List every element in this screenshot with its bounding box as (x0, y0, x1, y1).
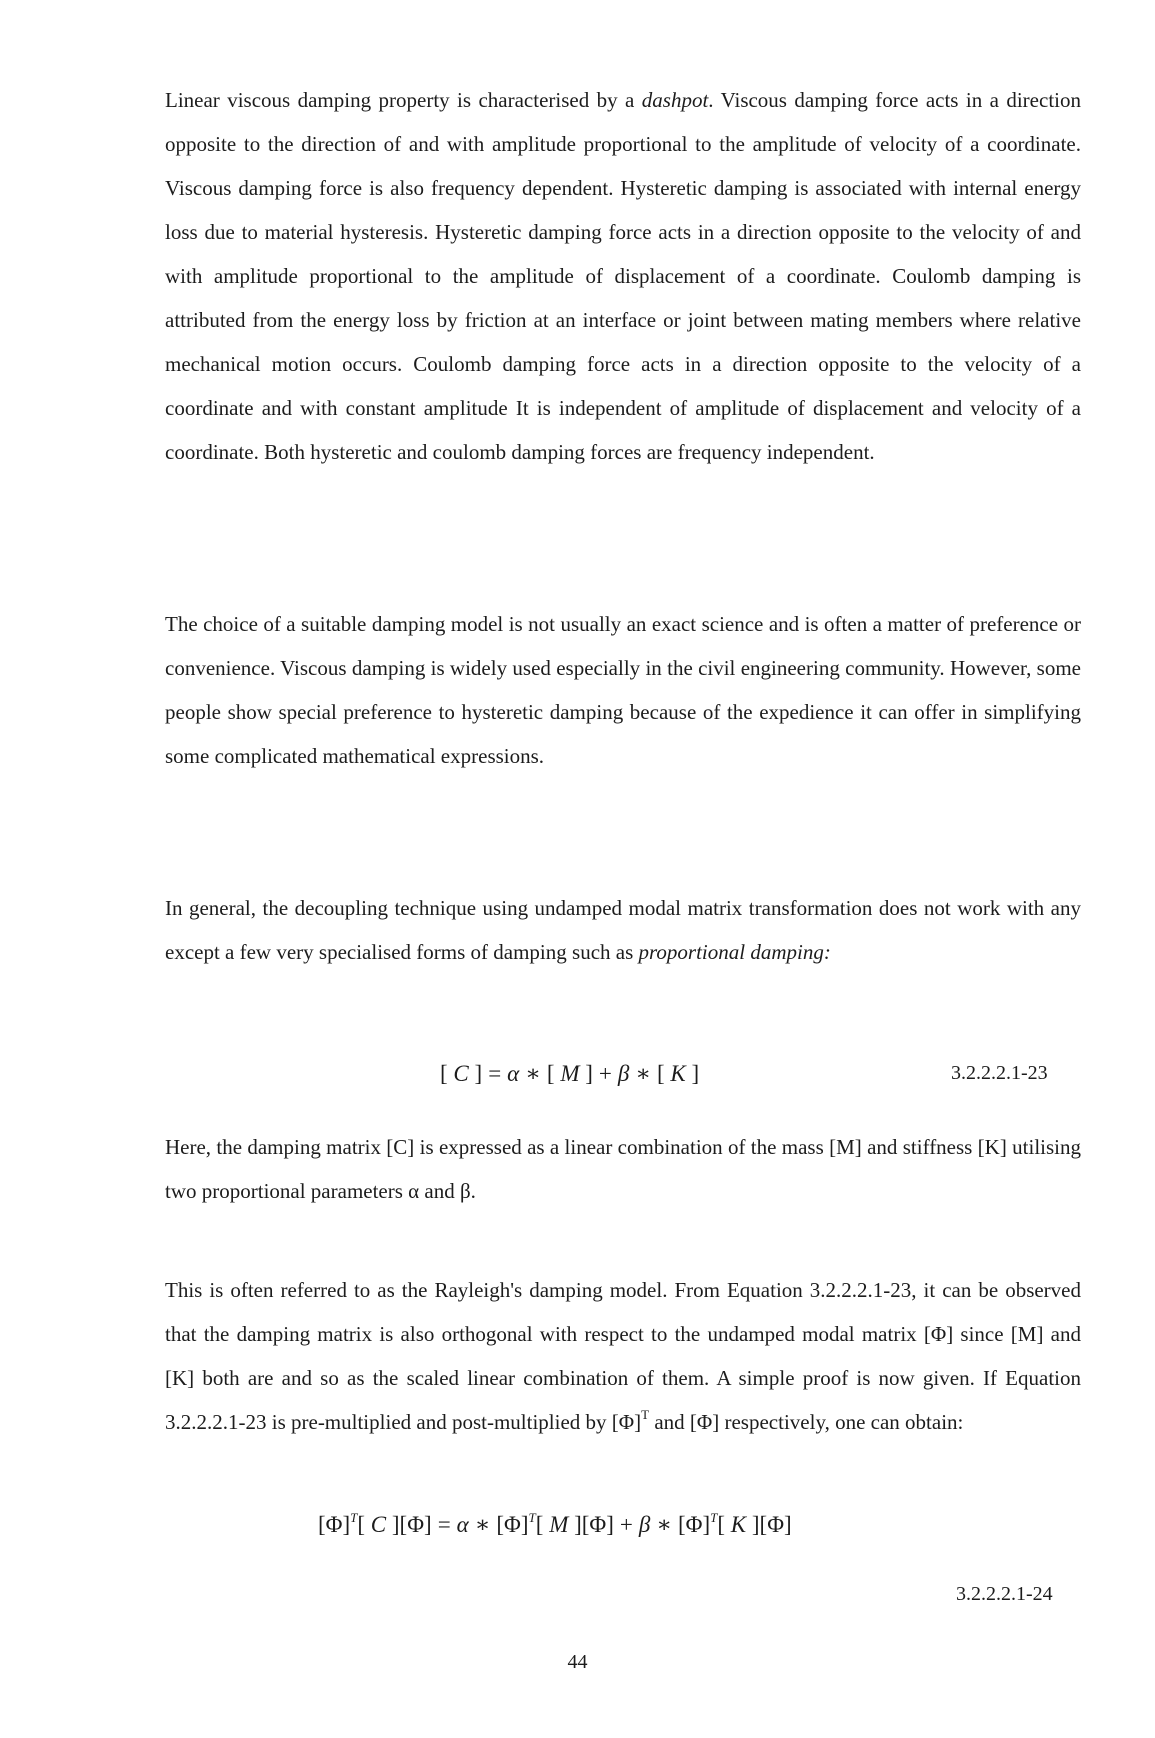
paragraph-damping-types: Linear viscous damping property is characterised by a dashpot. Viscous damping force acts in a direction opposite to the direction of and with amplitude proportional to the amplitude of velocity of a coordinate. Viscous damping force is also frequency dependent. Hysteretic damping is associated with internal energy loss due to material hysteresis. Hysteretic damping force acts in a direction opposite to the velocity of and with amplitude proportional to the amplitude of displacement of a coordinate. Coulomb damping is attributed from the energy loss by friction at an interface or joint between mating members where relative mechanical motion occurs. Coulomb damping force acts in a direction opposite to the velocity of a coordinate and with constant amplitude It is independent of amplitude of displacement and velocity of a coordinate. Both hysteretic and coulomb damping forces are frequency independent. (165, 88, 1081, 464)
paragraph-rayleigh-damping: This is often referred to as the Rayleigh's damping model. From Equation 3.2.2.2.1-23, it can be observed that the damping matrix is also orthogonal with respect to the undamped modal matrix [Φ] since [M] and [K] both are and so as the scaled linear combination of them. A simple proof is now given. If Equation 3.2.2.2.1-23 is pre-multiplied and post-multiplied by $[\Phi]^T$ and [Φ] respectively, one can obtain: (165, 1278, 1081, 1434)
equation-number: 3.2.2.2.1-23 (951, 1062, 1048, 1084)
equation-modal-transformation: $[\Phi]^T$[ C ][Φ] = α ∗ $[\Phi]^T$[ M ][Φ] + β ∗ $[\Phi]^T$[ K ][Φ] (318, 1510, 792, 1537)
paragraph-decoupling: In general, the decoupling technique using undamped modal matrix transformation does not work with any except a few very specialised forms of damping such as proportional damping: (165, 896, 1081, 964)
term-dashpot: dashpot (641, 88, 709, 112)
page-number: 44 (567, 1651, 588, 1673)
equation-proportional-damping: [ C ] = α ∗ [ M ] + β ∗ [ K ] (440, 1061, 700, 1086)
paragraph-damping-matrix: Here, the damping matrix [C] is expressed as a linear combination of the mass [M] and stiffness [K] utilising two proportional parameters α and β. (165, 1135, 1081, 1203)
term-proportional-damping: proportional damping: (638, 940, 831, 964)
equation-number: 3.2.2.2.1-24 (956, 1583, 1053, 1605)
paragraph-damping-model-choice: The choice of a suitable damping model is not usually an exact science and is often a matter of preference or convenience. Viscous damping is widely used especially in the civil engineering community. However, some people show special preference to hysteretic damping because of the expedience it can offer in simplifying some complicated mathematical expressions. (165, 612, 1081, 768)
